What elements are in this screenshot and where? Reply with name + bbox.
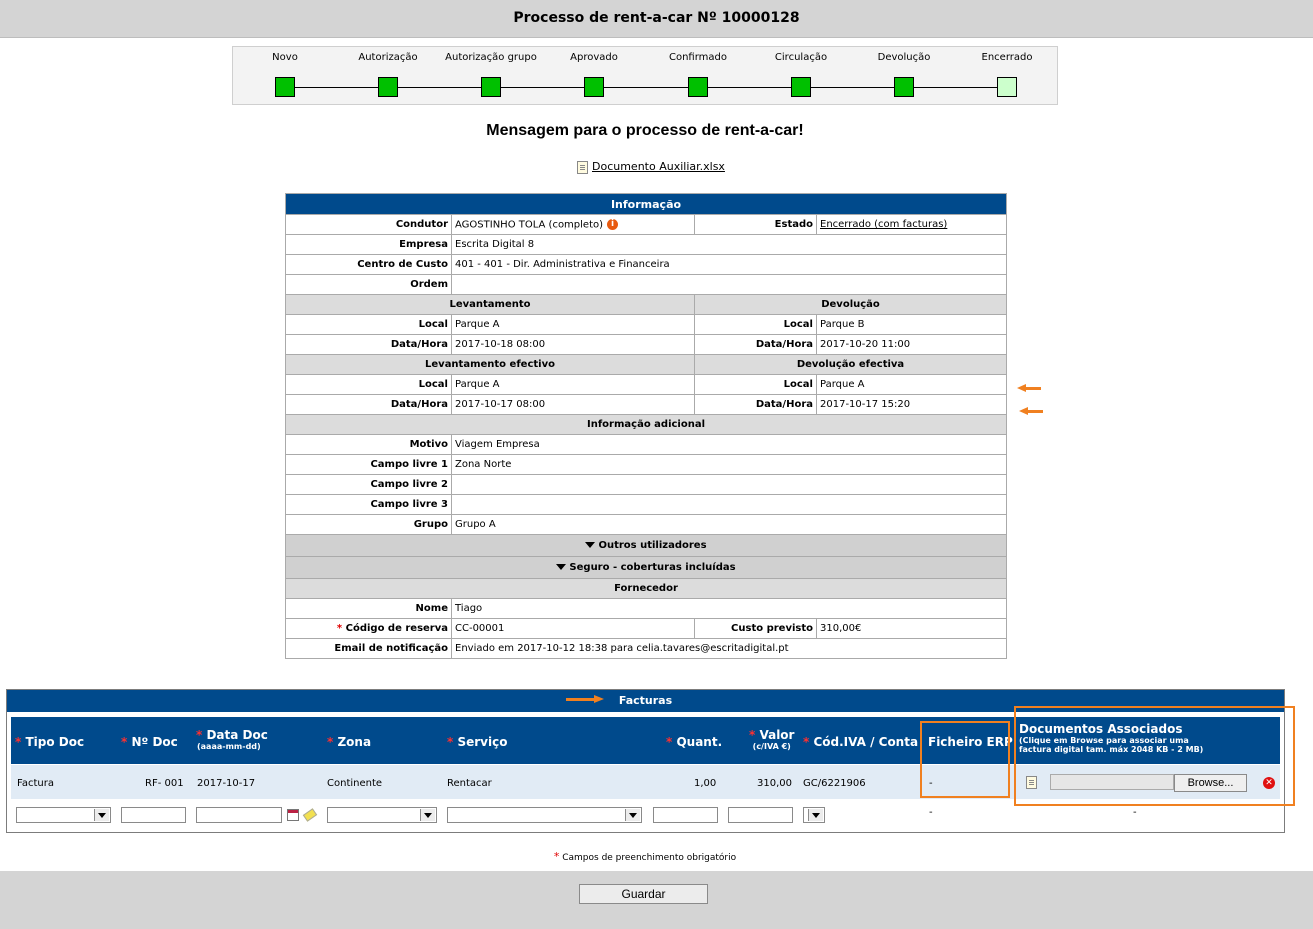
- deve-local-value: Parque A: [817, 375, 1007, 395]
- chevron-down-icon: [808, 809, 823, 821]
- campo-livre-1-label: Campo livre 1: [286, 455, 452, 475]
- step-label: Devolução: [877, 52, 931, 63]
- n-doc-input[interactable]: [121, 807, 186, 823]
- devolucao-header: Devolução: [695, 295, 1007, 315]
- lev-data-label: Data/Hora: [286, 335, 452, 355]
- data-doc-input[interactable]: [196, 807, 282, 823]
- dev-local-label: Local: [695, 315, 817, 335]
- nome-value: Tiago: [452, 599, 1007, 619]
- info-icon[interactable]: i: [607, 219, 618, 230]
- required-asterisk: *: [336, 623, 343, 634]
- annotation-arrow: [1019, 407, 1043, 416]
- campo-livre-3-value: [452, 495, 1007, 515]
- step-label: Confirmado: [668, 52, 727, 63]
- condutor-label: Condutor: [286, 215, 452, 235]
- outros-utilizadores-label: Outros utilizadores: [598, 540, 707, 551]
- document-icon: [577, 161, 588, 174]
- page-title: Processo de rent-a-car Nº 10000128: [0, 0, 1313, 38]
- motivo-label: Motivo: [286, 435, 452, 455]
- chevron-down-icon: [625, 809, 640, 821]
- attachment-link[interactable]: Documento Auxiliar.xlsx: [592, 160, 725, 173]
- campo-livre-1-value: Zona Norte: [452, 455, 1007, 475]
- grupo-value: Grupo A: [452, 515, 1007, 535]
- estado-link[interactable]: Encerrado (com facturas): [820, 219, 948, 230]
- col-documentos-label: Documentos Associados: [1019, 722, 1183, 736]
- leve-data-label: Data/Hora: [286, 395, 452, 415]
- cod-iva-select[interactable]: [803, 807, 825, 823]
- lev-local-label: Local: [286, 315, 452, 335]
- grupo-label: Grupo: [286, 515, 452, 535]
- step-indicator: [688, 77, 708, 97]
- row-n-doc: RF- 001: [145, 778, 184, 789]
- highlight-documentos: [1014, 706, 1295, 806]
- col-valor-sub: (c/IVA €): [752, 742, 791, 751]
- row-zona: Continente: [327, 778, 383, 789]
- col-n-doc: * Nº Doc: [121, 735, 178, 749]
- calendar-icon[interactable]: [287, 809, 299, 821]
- process-stepper: [232, 46, 1058, 105]
- info-adicional-header: Informação adicional: [286, 415, 1007, 435]
- step-indicator: [378, 77, 398, 97]
- ordem-label: Ordem: [286, 275, 452, 295]
- required-fields-note: [0, 850, 1290, 863]
- fornecedor-header: Fornecedor: [286, 579, 1007, 599]
- deve-data-label: Data/Hora: [695, 395, 817, 415]
- levantamento-header: Levantamento: [286, 295, 695, 315]
- col-valor: * Valor (c/IVA €): [749, 728, 795, 751]
- col-data-doc: * Data Doc (aaaa-mm-dd): [196, 728, 268, 751]
- info-header: Informação: [286, 194, 1007, 215]
- step-label: Aprovado: [570, 52, 618, 63]
- step-indicator: [481, 77, 501, 97]
- empresa-label: Empresa: [286, 235, 452, 255]
- col-zona: * Zona: [327, 735, 372, 749]
- required-asterisk: *: [553, 850, 560, 863]
- annotation-arrow: [566, 695, 590, 704]
- step-label: Encerrado: [981, 52, 1033, 63]
- campo-livre-2-value: [452, 475, 1007, 495]
- process-message: Mensagem para o processo de rent-a-car!: [486, 122, 804, 139]
- step-indicator: [791, 77, 811, 97]
- col-tipo-doc: * Tipo Doc: [15, 735, 85, 749]
- codigo-reserva-value: CC-00001: [452, 619, 695, 639]
- leve-data-value: 2017-10-17 08:00: [452, 395, 695, 415]
- col-documentos-hint-2: factura digital tam. máx 2048 KB - 2 MB): [1019, 745, 1204, 754]
- dev-efetiva-header: Devolução efectiva: [695, 355, 1007, 375]
- col-quant: * Quant.: [666, 735, 723, 749]
- row-tipo-doc: Factura: [17, 778, 54, 789]
- row-cod-iva: GC/6221906: [803, 778, 866, 789]
- col-valor-label: Valor: [759, 728, 795, 742]
- col-servico: * Serviço: [447, 735, 508, 749]
- custo-previsto-label: Custo previsto: [695, 619, 817, 639]
- col-cod-iva-label: Cód.IVA / Conta: [813, 735, 919, 749]
- col-tipo-doc-label: Tipo Doc: [25, 735, 85, 749]
- dev-local-value: Parque B: [817, 315, 1007, 335]
- col-data-doc-format: (aaaa-mm-dd): [197, 742, 261, 751]
- dev-data-value: 2017-10-20 11:00: [817, 335, 1007, 355]
- footnote-text: Campos de preenchimento obrigatório: [562, 853, 737, 863]
- row-valor: 310,00: [757, 778, 792, 789]
- servico-select[interactable]: [447, 807, 642, 823]
- estado-cell: [817, 215, 1007, 235]
- col-ficheiro-erp: Ficheiro ERP: [928, 735, 1013, 749]
- step-indicator: [275, 77, 295, 97]
- chevron-down-icon: [94, 809, 109, 821]
- valor-input[interactable]: [728, 807, 793, 823]
- step-label: Autorização: [358, 52, 418, 63]
- new-documentos: -: [1133, 807, 1137, 818]
- col-documentos-hint-1: (Clique em Browse para associar uma: [1019, 736, 1189, 745]
- highlight-ficheiro-erp: [920, 721, 1010, 798]
- col-cod-iva: * Cód.IVA / Conta: [803, 735, 919, 749]
- step-label: Circulação: [774, 52, 828, 63]
- campo-livre-3-label: Campo livre 3: [286, 495, 452, 515]
- step-label: Autorização grupo: [445, 52, 537, 63]
- lev-data-value: 2017-10-18 08:00: [452, 335, 695, 355]
- motivo-value: Viagem Empresa: [452, 435, 1007, 455]
- outros-utilizadores-toggle[interactable]: [286, 535, 1007, 557]
- step-label: Novo: [272, 52, 298, 63]
- step-indicator: [997, 77, 1017, 97]
- seguro-label: Seguro - coberturas incluídas: [569, 562, 736, 573]
- centro-custo-label: Centro de Custo: [286, 255, 452, 275]
- col-servico-label: Serviço: [457, 735, 508, 749]
- email-notificacao-label: Email de notificação: [286, 639, 452, 659]
- row-data-doc: 2017-10-17: [197, 778, 256, 789]
- new-ficheiro-erp: -: [929, 807, 933, 818]
- save-button[interactable]: Guardar: [579, 884, 708, 904]
- email-notificacao-value: Enviado em 2017-10-12 18:38 para celia.tavares@escritadigital.pt: [452, 639, 1007, 659]
- condutor-value: AGOSTINHO TOLA (completo): [455, 219, 604, 231]
- col-quant-label: Quant.: [676, 735, 723, 749]
- row-ficheiro-erp: -: [929, 778, 933, 789]
- codigo-reserva-label: Código de reserva: [345, 623, 448, 634]
- delete-icon[interactable]: ✕: [1263, 777, 1275, 789]
- codigo-reserva-cell: [286, 619, 452, 639]
- custo-previsto-value: 310,00€: [817, 619, 1007, 639]
- facturas-title: Facturas: [7, 690, 1284, 712]
- row-servico: Rentacar: [447, 778, 492, 789]
- lev-efetivo-header: Levantamento efectivo: [286, 355, 695, 375]
- expand-triangle-icon: [556, 564, 566, 570]
- ordem-value: [452, 275, 1007, 295]
- quant-input[interactable]: [653, 807, 718, 823]
- deve-local-label: Local: [695, 375, 817, 395]
- centro-custo-value: 401 - 401 - Dir. Administrativa e Financeira: [452, 255, 1007, 275]
- zona-select[interactable]: [327, 807, 437, 823]
- empresa-value: Escrita Digital 8: [452, 235, 1007, 255]
- info-table: [285, 193, 1007, 659]
- estado-label: Estado: [695, 215, 817, 235]
- annotation-arrow: [1017, 384, 1041, 393]
- chevron-down-icon: [420, 809, 435, 821]
- attachment-link-row: [577, 160, 725, 174]
- deve-data-value: 2017-10-17 15:20: [817, 395, 1007, 415]
- expand-triangle-icon: [585, 542, 595, 548]
- nome-label: Nome: [286, 599, 452, 619]
- browse-button[interactable]: Browse...: [1174, 774, 1247, 792]
- tipo-doc-select[interactable]: [16, 807, 111, 823]
- lev-local-value: Parque A: [452, 315, 695, 335]
- col-n-doc-label: Nº Doc: [131, 735, 178, 749]
- step-indicator: [894, 77, 914, 97]
- seguro-toggle[interactable]: [286, 557, 1007, 579]
- leve-local-value: Parque A: [452, 375, 695, 395]
- leve-local-label: Local: [286, 375, 452, 395]
- dev-data-label: Data/Hora: [695, 335, 817, 355]
- condutor-cell: [452, 215, 695, 235]
- col-data-doc-label: Data Doc: [206, 728, 268, 742]
- col-zona-label: Zona: [337, 735, 372, 749]
- step-indicator: [584, 77, 604, 97]
- row-quant: 1,00: [694, 778, 717, 789]
- campo-livre-2-label: Campo livre 2: [286, 475, 452, 495]
